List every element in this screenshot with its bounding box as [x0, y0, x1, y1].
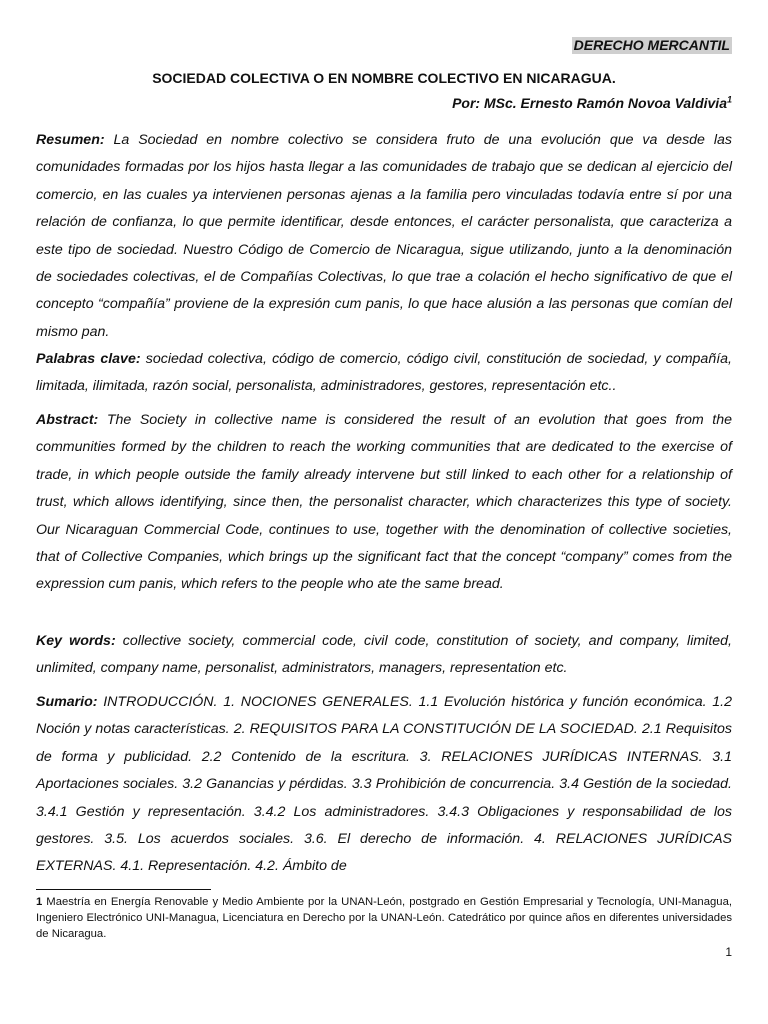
sumario-label: Sumario:: [36, 694, 98, 710]
palabras-clave-paragraph: [36, 346, 732, 401]
abstract-label: Abstract:: [36, 412, 99, 428]
palabras-clave-label: Palabras clave:: [36, 351, 141, 367]
author-name: Por: MSc. Ernesto Ramón Novoa Valdivia: [452, 95, 727, 111]
resumen-label: Resumen:: [36, 132, 105, 148]
key-words-paragraph: [36, 628, 732, 683]
page-number: 1: [725, 945, 732, 959]
resumen-paragraph: [36, 127, 732, 346]
abstract-paragraph: [36, 407, 732, 599]
abstract-text: The Society in collective name is considered the result of an evolution that goes from the communities formed by the children to reach the working communities that are dedicated to the exercise of trade, in which people outside the family already intervene but still linked to each other for a relationship of trust, which allows identifying, since then, the personalist character, which characterizes this type of society. Our Nicaraguan Commercial Code, continues to use, together with the denomination of collective societies, that of Collective Companies, which brings up the significant fact that the concept “company” comes from the expression cum panis, which refers to the people who ate the same bread.: [36, 412, 732, 593]
key-words-label: Key words:: [36, 633, 116, 649]
key-words-text: collective society, commercial code, civil code, constitution of society, and company, limited, unlimited, company name, personalist, administrators, managers, representation etc.: [36, 633, 732, 677]
resumen-text: La Sociedad en nombre colectivo se considera fruto de una evolución que va desde las comunidades formadas por los hijos hasta llegar a las comunidades de trabajo que se dedican al ejercicio del comercio, en las cuales ya intervienen personas ajenas a la familia pero vinculadas todavía entre sí por una relación de confianza, lo que permite identificar, desde entonces, el carácter personalista, que caracteriza a este tipo de sociedad. Nuestro Código de Comercio de Nicaragua, sigue utilizando, junto a la denominación de sociedades colectivas, el de Compañías Colectivas, lo que trae a colación el hecho significativo de que el concepto “compañía” proviene de la expresión cum panis, lo que hace alusión a las personas que comían del mismo pan.: [36, 132, 732, 340]
author-footnote-ref: 1: [726, 94, 732, 105]
document-title: SOCIEDAD COLECTIVA O EN NOMBRE COLECTIVO EN NICARAGUA.: [152, 70, 616, 86]
sumario-paragraph: [36, 689, 732, 881]
footnote: [36, 894, 732, 942]
section-header-tag: DERECHO MERCANTIL: [573, 37, 730, 53]
footnote-text: Maestría en Energía Renovable y Medio Ambiente por la UNAN-León, postgrado en Gestión Empresarial y Tecnología, UNI-Managua, Ingeniero Electrónico UNI-Managua, Licenciatura en Derecho por la UNAN-León. Catedrático por quince años en diferentes universidades de Nicaragua.: [36, 896, 732, 940]
palabras-clave-text: sociedad colectiva, código de comercio, código civil, constitución de sociedad, y compañía, limitada, ilimitada, razón social, personalista, administradores, gestores, representación etc..: [36, 351, 732, 395]
footnote-number: 1: [36, 896, 43, 908]
footnote-separator: [36, 889, 211, 890]
sumario-text: INTRODUCCIÓN. 1. NOCIONES GENERALES. 1.1 Evolución histórica y función económica. 1.2 Noción y notas características. 2. REQUISITOS PARA LA CONSTITUCIÓN DE LA SOCIEDAD. 2.1 Requisitos de forma y publicidad. 2.2 Contenido de la escritura. 3. RELACIONES JURÍDICAS INTERNAS. 3.1 Aportaciones sociales. 3.2 Ganancias y pérdidas. 3.3 Prohibición de concurrencia. 3.4 Gestión de la sociedad. 3.4.1 Gestión y representación. 3.4.2 Los administradores. 3.4.3 Obligaciones y responsabilidad de los gestores. 3.5. Los acuerdos sociales. 3.6. El derecho de información. 4. RELACIONES JURÍDICAS EXTERNAS. 4.1. Representación. 4.2. Ámbito de: [36, 694, 732, 875]
author-line: [452, 93, 732, 113]
